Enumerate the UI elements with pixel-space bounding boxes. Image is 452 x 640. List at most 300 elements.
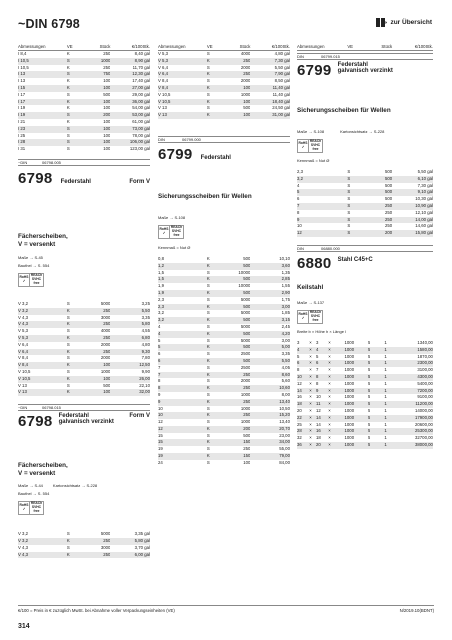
table-cell: 1,85 [281, 310, 290, 316]
overview-link[interactable] [376, 18, 432, 27]
table-row [18, 321, 150, 328]
table-cell: 1 [384, 407, 387, 413]
product-number: 6798 [18, 169, 53, 187]
table-cell: 7 [297, 202, 300, 208]
compliance-badge: RoHS ✓ REACh SVHC free [18, 273, 44, 287]
table-cell: × [309, 346, 312, 352]
table-cell: 8,60 [281, 371, 290, 377]
table-cell: 1 [384, 414, 387, 420]
table-cell: × [328, 367, 331, 373]
table-row [158, 358, 290, 365]
table-cell: K [206, 317, 210, 323]
table-row [297, 217, 433, 224]
table-cell: 2500 [240, 364, 251, 370]
table-cell: 12,50 [139, 362, 150, 368]
table-cell: 5 [368, 380, 371, 386]
table-cell: 15,80 gal [415, 230, 433, 236]
table-cell: V 4,3 [18, 544, 29, 550]
table-cell: 18,40 gal [272, 98, 290, 104]
table-cell: 6,10 gal [417, 175, 433, 181]
table-cell: 6 [158, 357, 161, 363]
table-cell: 20 [316, 441, 321, 447]
table-cell: 4 [297, 346, 300, 352]
table-cell: K [206, 371, 210, 377]
table-cell: 15,20 [279, 412, 290, 418]
table-cell: S [206, 391, 210, 397]
table-cell: × [309, 401, 312, 407]
table-cell: 5000 [100, 531, 111, 537]
table-cell: 1,5 [158, 276, 164, 282]
table-row [18, 369, 150, 376]
table-cell: 7,90 gal [274, 71, 290, 77]
page-title: ~DIN 6798 [18, 17, 80, 31]
table-cell: 14,60 gal [415, 223, 433, 229]
product-image [18, 430, 150, 462]
table-cell: I 19 [18, 105, 26, 111]
table-row [158, 372, 290, 379]
table-row [297, 408, 433, 415]
table-cell: 17900,00 [415, 414, 433, 420]
table-row [297, 169, 433, 176]
table-cell: V 8,4 [18, 362, 29, 368]
table-cell: 12 [158, 425, 163, 431]
table-cell: 8 [297, 209, 300, 215]
table-cell: 500 [243, 262, 251, 268]
table-row [18, 308, 150, 315]
table-cell: 5 [158, 337, 161, 343]
table-row [158, 263, 290, 270]
table-cell: 36 [297, 441, 302, 447]
table-cell: S [66, 112, 70, 118]
dim-ref[interactable]: Maße → S-108 [297, 129, 325, 134]
table-row [158, 112, 290, 119]
table-cell: 2000 [240, 78, 251, 84]
table-cell: 14,00 gal [415, 216, 433, 222]
table-cell: 5 [368, 441, 371, 447]
product-sub: Fächerscheiben, [18, 232, 68, 240]
table-row [18, 105, 150, 112]
table-body [18, 531, 150, 558]
table-cell: 100 [103, 105, 111, 111]
table-cell: 10 [297, 223, 302, 229]
table-cell: 14000,00 [415, 407, 433, 413]
table-cell: 250 [385, 223, 393, 229]
table-row [18, 112, 150, 119]
table-cell: 5000 [240, 337, 251, 343]
table-cell: 9 [158, 398, 161, 404]
table-cell: 1 [384, 360, 387, 366]
table-row [158, 412, 290, 419]
table-cell: I 8,4 [18, 51, 27, 56]
table-cell: 5 [158, 344, 161, 350]
table-cell: 3,00 [281, 337, 290, 343]
table-cell: K [206, 71, 210, 77]
table-cell: 12,30 gal [132, 71, 150, 77]
table-cell: × [328, 421, 331, 427]
table-cell: 1000 [344, 367, 355, 373]
table-cell: K [66, 362, 70, 368]
table-cell: 1000 [344, 373, 355, 379]
table-cell: 24 [158, 459, 163, 465]
table-row [18, 126, 150, 133]
table-cell: 250 [385, 202, 393, 208]
table-cell: K [66, 118, 70, 124]
table-cell: × [309, 435, 312, 441]
table-row [297, 354, 433, 361]
table-cell: 1000 [100, 368, 111, 374]
table-cell: 7,30 gal [417, 182, 433, 188]
table-cell: S [66, 132, 70, 138]
table-cell: 1000 [344, 380, 355, 386]
table-cell: × [309, 441, 312, 447]
table-cell: I 10,5 [18, 57, 29, 63]
table-cell: K [206, 357, 210, 363]
table-cell: 100 [103, 132, 111, 138]
table-cell: S [66, 368, 70, 374]
table-cell: 28 [297, 428, 302, 434]
table-row [158, 78, 290, 85]
table-cell: 3,35 gal [134, 531, 150, 537]
table-row [158, 310, 290, 317]
table-cell: 12 [297, 380, 302, 386]
table-cell: S [206, 283, 210, 289]
table-row [158, 290, 290, 297]
table-cell: 5,60 [281, 378, 290, 384]
product-name: Federstahl [200, 154, 231, 161]
table-cell: × [328, 414, 331, 420]
table-cell: K [206, 84, 210, 90]
table-cell: 9,30 [141, 348, 150, 354]
table-cell: 5 [297, 353, 300, 359]
table-cell: 32 [297, 435, 302, 441]
table-cell: × [328, 373, 331, 379]
table-cell: 250 [103, 537, 111, 543]
table-cell: 500 [243, 330, 251, 336]
table-cell: S [347, 196, 351, 202]
table-cell: K [66, 307, 70, 313]
table-cell: 23,00 [279, 432, 290, 438]
table-cell: 250 [103, 51, 111, 56]
table-row [18, 552, 150, 559]
table-row [158, 453, 290, 460]
dim-ref[interactable]: Maße → S-108 [158, 214, 186, 220]
table-cell: V 6,4 [18, 341, 29, 347]
table-cell: K [66, 78, 70, 84]
table-cell: 13,40 [279, 419, 290, 425]
table-cell: S [206, 378, 210, 384]
table-cell: V 3,2 [18, 300, 29, 306]
table-row [18, 538, 150, 545]
table-cell: 9 [316, 387, 319, 393]
table-cell: 3,15 [281, 317, 290, 323]
table-cell: 4000 [240, 51, 251, 56]
karton-ref[interactable]: Kartonsichtsatz → S-228 [52, 483, 98, 489]
table-cell: I 13 [18, 71, 26, 77]
table-cell: 5 [368, 387, 371, 393]
table-cell: 34,00 [279, 439, 290, 445]
table-cell: S [206, 296, 210, 302]
table-cell: S [66, 57, 70, 63]
table-cell: 4 [297, 182, 300, 188]
din-box: DIN 06799.000 [158, 136, 290, 143]
table-cell: 11,40 gal [272, 91, 290, 97]
table-cell: 3,60 [281, 262, 290, 268]
table-cell: 500 [243, 105, 251, 111]
table-cell: 10,60 [279, 385, 290, 391]
overview-icon [376, 18, 387, 27]
dim-ref[interactable]: Maße → S-137 [297, 299, 325, 305]
table-cell: V 5,3 [18, 334, 29, 340]
table-cell: 1870,00 [417, 353, 433, 359]
table-row [158, 283, 290, 290]
table-cell: 1000 [344, 407, 355, 413]
table-header: Abmessungen VE Stück €/100Stk. [18, 44, 150, 49]
table-cell: 1000 [344, 421, 355, 427]
table-row [158, 297, 290, 304]
overview-label: zur Übersicht [390, 19, 432, 26]
table-cell: S [206, 337, 210, 343]
table-body [18, 301, 150, 396]
table-row [158, 304, 290, 311]
table-cell: 7,30 gal [274, 57, 290, 63]
table-cell: 10,90 gal [415, 202, 433, 208]
table-cell: 750 [103, 71, 111, 77]
table-cell: V 13 [158, 105, 167, 111]
table-row [297, 203, 433, 210]
table-cell: 3100,00 [417, 367, 433, 373]
table-cell: S [206, 405, 210, 411]
table-cell: 4 [158, 330, 161, 336]
table-cell: 8 [158, 385, 161, 391]
table-row [18, 51, 150, 58]
table-cell: 3,2 [158, 317, 164, 323]
table-cell: 25300,00 [415, 428, 433, 434]
table-row [18, 92, 150, 99]
table-cell: K [66, 334, 70, 340]
table-cell: 19 [158, 446, 163, 452]
table-cell: 6 [297, 360, 300, 366]
table-cell: 250 [385, 209, 393, 215]
footer-code: N/2019.10(BDNT) [399, 608, 434, 613]
table-cell: 250 [243, 446, 251, 452]
table-cell: 1 [384, 353, 387, 359]
product-sub: Fächerscheiben, [18, 462, 68, 470]
table-cell: S [66, 125, 70, 131]
table-cell: 2000 [100, 355, 111, 361]
product-sub: Sicherungsscheiben für Wellen [158, 192, 252, 200]
table-row [297, 347, 433, 354]
table-cell: 3000 [100, 544, 111, 550]
table-row [18, 146, 150, 153]
table-cell: 5 [316, 353, 319, 359]
dim-ref[interactable]: Maße → S-44 [18, 483, 43, 489]
table-row [158, 399, 290, 406]
table-cell: S [66, 139, 70, 145]
table-row [158, 433, 290, 440]
table-cell: 9,90 [141, 368, 150, 374]
table-cell: × [328, 435, 331, 441]
table-cell: S [206, 446, 210, 452]
table-cell: 19 [158, 453, 163, 459]
table-row [297, 388, 433, 395]
table-cell: V 13 [18, 389, 27, 395]
footer [18, 605, 434, 613]
table-row [297, 422, 433, 429]
table-cell: S [347, 175, 351, 181]
table-header: Abmessungen VE Stück €/100Stk. [158, 44, 290, 49]
table-cell: 500 [385, 182, 393, 188]
table-cell: 4,80 [141, 341, 150, 347]
table-cell: 500 [103, 382, 111, 388]
compliance-badge: RoHS ✓ REACh SVHC free [297, 310, 323, 324]
table-cell: I 21 [18, 118, 26, 124]
table-cell: S [66, 300, 70, 306]
product-sub2: V = versenkt [18, 240, 56, 248]
table-cell: V 5,3 [158, 51, 169, 56]
table-cell: V 4,3 [18, 314, 29, 320]
table-cell: 5 [368, 373, 371, 379]
table-cell: 14 [316, 421, 321, 427]
table-row [18, 301, 150, 308]
table-row [297, 176, 433, 183]
table-cell: 6,80 [141, 334, 150, 340]
table-cell: 3,2 [297, 175, 303, 181]
table-cell: 1 [384, 394, 387, 400]
table-cell: K [206, 262, 210, 268]
table-cell: 55,00 [279, 446, 290, 452]
table-cell: 2,3 [158, 296, 164, 302]
table-cell: 500 [385, 169, 393, 174]
table-cell: 100 [103, 375, 111, 381]
table-row [18, 349, 150, 356]
table-row [297, 189, 433, 196]
table-cell: 3,70 gal [134, 544, 150, 550]
product-form: Form V [129, 178, 150, 185]
table-row [297, 442, 433, 449]
table-cell: 2300,00 [417, 360, 433, 366]
table-cell: 200 [385, 230, 393, 236]
table-cell: 2000 [240, 378, 251, 384]
table-cell: V 6,4 [158, 71, 169, 77]
table-cell: 25 [297, 421, 302, 427]
table-cell: K [66, 389, 70, 395]
table-row [297, 230, 433, 237]
kennmass-note: Kennmaß = Nut Ø [297, 158, 330, 163]
table-cell: 250 [103, 321, 111, 327]
karton-ref[interactable]: Kartonsichtsatz → S-228 [340, 129, 385, 134]
table-cell: 1 [384, 346, 387, 352]
table-cell: 250 [103, 64, 111, 70]
table-cell: 5 [368, 353, 371, 359]
table-cell: 7 [158, 364, 161, 370]
table-cell: S [347, 169, 351, 174]
table-cell: S [66, 355, 70, 361]
table-cell: 5 [368, 401, 371, 407]
table-cell: V 6,4 [158, 64, 169, 70]
table-cell: × [328, 346, 331, 352]
table-row [158, 99, 290, 106]
col1: Abmessungen VE Stück €/100Stk. I 8,4 K 250 8,40 gal I 10,5 S 1000 8,90 gal I 10,5 K 250 11,70 gal I 13 S 750 12,30 gal I 13 K 100 17,40 gal I 15 K 100 27,00 gal I 17 S 500 29,00 gal I 17 K 100 36,00 gal I 19 K 100 54,00 gal I 19 S 200 53,00 gal I 21 K 100 61,00 gal I 23 S 100 73,00 gal I 25 S 100 78,00 gal I 28 S 100 106,00 gal I 31 S 100 123,00 gal ~DIN 06798.005 6798 Federstahl Form V Fächerscheiben, V = versenkt Maße → S-45 Bauthel → S. 554 RoHS ✓ REACh SVHC free V 3,2 S 5000 3,25 V 3,2 K 250 5,50 V 4,3 S 3000 3,35 V 4,3 K 250 5,80 V 5,3 S 4000 4,55 V 5,3 K 250 6,80 V 6,4 S 2000 4,80 V 6,4 K 250 9,30 V 8,4 S 2000 7,80 V 8,4 K 100 12,50 V 10,5 S 1000 9,90 V 10,5 K 100 26,00 V 13 S 500 22,10 V 13 K 100 32,00 ~DIN 06798.015 6798 Federstahl Form V galvanisch verzinkt Fächerscheiben, V = versenkt Maße → S-44 Kartonsichtsatz → S-228 Bauthel → S. 554 RoHS ✓ REACh SVHC free V 3,2 S 5000 3,35 gal V 3,2 K 250 5,80 gal V 4,3 S 3000 3,70 gal V 4,3 K 250 6,00 gal [18, 44, 150, 557]
table-cell: × [309, 407, 312, 413]
table-cell: 250 [243, 371, 251, 377]
table-row [158, 92, 290, 99]
table-cell: S [347, 209, 351, 215]
dim-ref[interactable]: Maße → S-45 [18, 254, 43, 260]
table-row [158, 105, 290, 112]
table-cell: 100 [103, 118, 111, 124]
table-cell: 5,80 [141, 321, 150, 327]
table-cell: 5 [368, 346, 371, 352]
table-cell: 4,05 [281, 364, 290, 370]
table-cell: S [206, 91, 210, 97]
table-row [18, 362, 150, 369]
table-row [158, 406, 290, 413]
table-cell: S [206, 105, 210, 111]
table-cell: 16 [316, 428, 321, 434]
table-cell: I 28 [18, 139, 26, 145]
table-cell: 24,50 gal [272, 105, 290, 111]
table-cell: 4 [158, 323, 161, 329]
table-row [158, 426, 290, 433]
table-cell: 1 [384, 401, 387, 407]
table-cell: 100 [103, 139, 111, 145]
table-row [297, 374, 433, 381]
din-box: DIN 06799.015 [297, 53, 433, 60]
table-cell: 15 [158, 432, 163, 438]
table-cell: × [309, 387, 312, 393]
table-cell: 2,85 [281, 276, 290, 282]
table-cell: I 10,5 [18, 64, 29, 70]
table-cell: 5,50 [141, 307, 150, 313]
table-cell: 100 [243, 112, 251, 118]
table-cell: 1000 [344, 353, 355, 359]
table-cell: S [66, 544, 70, 550]
table-cell: K [206, 57, 210, 63]
table-cell: V 13 [18, 382, 27, 388]
table-cell: 3,25 [141, 300, 150, 306]
table-cell: K [66, 64, 70, 70]
table-cell: 5 [368, 435, 371, 441]
table-cell: 6 [316, 360, 319, 366]
bau-ref[interactable]: Bauthel → S. 554 [18, 262, 50, 268]
table-cell: 100 [103, 125, 111, 131]
table-cell: 2,3 [297, 169, 303, 174]
table-cell: 5000 [240, 310, 251, 316]
bau-ref[interactable]: Bauthel → S. 554 [18, 491, 50, 497]
table-cell: 8,00 [281, 391, 290, 397]
table-row [297, 340, 433, 347]
table-cell: 6 [297, 196, 300, 202]
table-row [158, 58, 290, 65]
table-cell: K [206, 330, 210, 336]
table-row [18, 328, 150, 335]
product-name: Federstahl [60, 178, 91, 185]
table-row [18, 58, 150, 65]
table-cell: 500 [243, 317, 251, 323]
table-cell: V 3,2 [18, 537, 29, 543]
table-cell: 1000 [344, 401, 355, 407]
table-cell: 1340,00 [417, 339, 433, 345]
table-cell: K [66, 98, 70, 104]
table-cell: 250 [385, 216, 393, 222]
table-cell: × [328, 394, 331, 400]
table-body [297, 340, 433, 449]
table-cell: × [309, 353, 312, 359]
table-cell: 5 [368, 339, 371, 345]
table-cell: 1,35 [281, 269, 290, 275]
table-cell: × [309, 394, 312, 400]
table-cell: 16 [297, 394, 302, 400]
